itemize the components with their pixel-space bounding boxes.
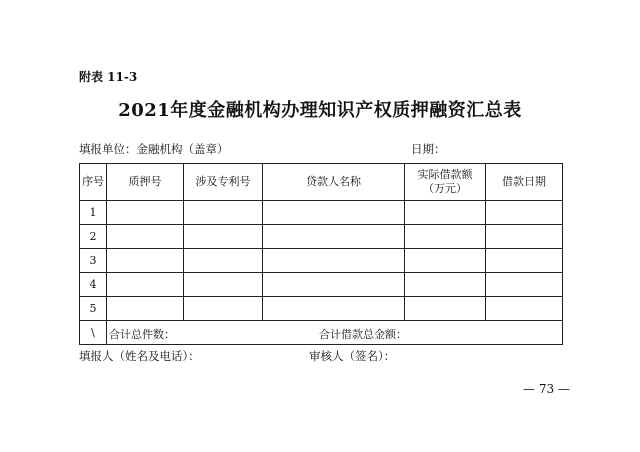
document-title: 2021年度金融机构办理知识产权质押融资汇总表	[118, 100, 522, 121]
summary-table	[79, 163, 563, 345]
table-row	[80, 225, 563, 249]
total-amount-label: 合计借款总金额：	[319, 328, 407, 341]
cell-patent-no	[184, 225, 263, 249]
page-number: — 73 —	[523, 382, 570, 396]
cell-pledge-no	[107, 273, 184, 297]
cell-pledge-no	[107, 225, 184, 249]
row-serial: 2	[80, 225, 107, 249]
row-serial: 3	[80, 249, 107, 273]
header-actual-loan	[405, 164, 486, 201]
cell-loan-date	[486, 249, 563, 273]
cell-actual-loan	[405, 297, 486, 321]
cell-borrower-name	[263, 249, 405, 273]
cell-patent-no	[184, 201, 263, 225]
cell-patent-no	[184, 273, 263, 297]
cell-borrower-name	[263, 273, 405, 297]
appendix-label: 附表 11-3	[79, 70, 138, 84]
cell-borrower-name	[263, 225, 405, 249]
table-row	[80, 273, 563, 297]
cell-patent-no	[184, 297, 263, 321]
table-header-row	[80, 164, 563, 201]
reviewer-label: 审核人（签名）：	[309, 349, 396, 363]
row-serial: 5	[80, 297, 107, 321]
cell-actual-loan	[405, 273, 486, 297]
header-serial: 序号	[80, 164, 107, 201]
cell-patent-no	[184, 249, 263, 273]
cell-pledge-no	[107, 297, 184, 321]
header-patent-no: 涉及专利号	[184, 164, 263, 201]
total-row-cell	[107, 321, 563, 345]
total-row	[80, 321, 563, 345]
header-actual-loan-unit: （万元）	[423, 182, 467, 195]
filler-label: 填报人（姓名及电话）：	[79, 349, 200, 363]
cell-borrower-name	[263, 201, 405, 225]
cell-loan-date	[486, 225, 563, 249]
cell-actual-loan	[405, 201, 486, 225]
row-serial: 1	[80, 201, 107, 225]
fill-unit-label: 填报单位：金融机构（盖章）	[79, 142, 229, 156]
table-row	[80, 249, 563, 273]
cell-borrower-name	[263, 297, 405, 321]
row-serial: 4	[80, 273, 107, 297]
header-loan-date: 借款日期	[486, 164, 563, 201]
header-borrower-name: 贷款人名称	[263, 164, 405, 201]
cell-pledge-no	[107, 201, 184, 225]
date-label: 日期：	[411, 142, 446, 156]
cell-loan-date	[486, 297, 563, 321]
cell-actual-loan	[405, 225, 486, 249]
table-row	[80, 297, 563, 321]
header-actual-loan-label: 实际借款额	[417, 168, 473, 181]
cell-loan-date	[486, 201, 563, 225]
cell-pledge-no	[107, 249, 184, 273]
header-pledge-no: 质押号	[107, 164, 184, 201]
cell-actual-loan	[405, 249, 486, 273]
total-row-mark: \	[80, 321, 107, 345]
total-count-label: 合计总件数：	[109, 328, 175, 341]
table-row	[80, 201, 563, 225]
cell-loan-date	[486, 273, 563, 297]
